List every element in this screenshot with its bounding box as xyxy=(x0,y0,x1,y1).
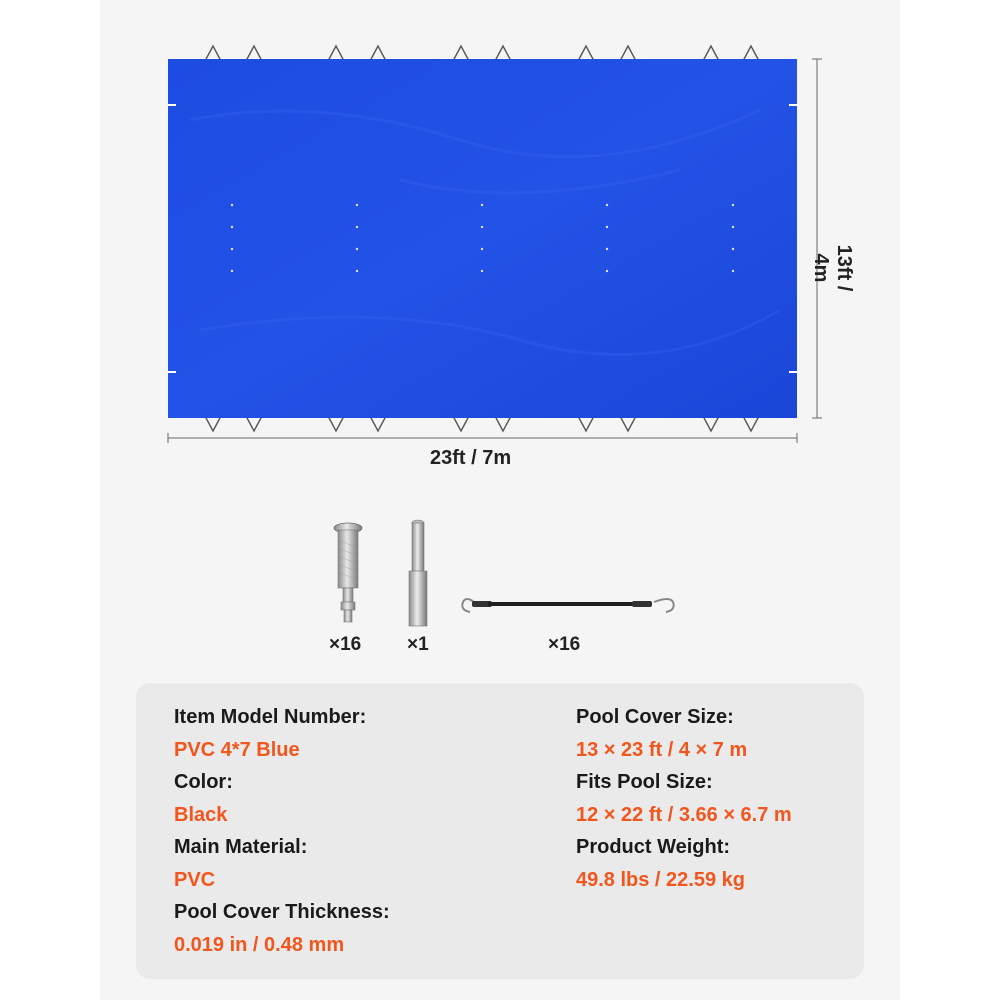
spec-item-model xyxy=(174,701,390,766)
grommets-top xyxy=(205,46,759,61)
spec-value: PVC 4*7 Blue xyxy=(174,738,300,761)
spec-material xyxy=(174,831,390,896)
grommets-bottom xyxy=(205,416,759,431)
spec-column-left xyxy=(174,701,390,961)
anchor-count: ×16 xyxy=(329,634,362,655)
spec-weight xyxy=(576,831,792,896)
spec-label: Pool Cover Thickness: xyxy=(174,901,390,923)
anchor-icon xyxy=(330,520,366,628)
height-label: 13ft / 4m xyxy=(810,244,855,292)
spec-thickness xyxy=(174,896,390,961)
spec-value: 49.8 lbs / 22.59 kg xyxy=(576,868,745,891)
spec-value: 0.019 in / 0.48 mm xyxy=(174,933,345,956)
spec-fits-pool xyxy=(576,766,792,831)
spec-label: Color: xyxy=(174,771,233,793)
spec-label: Main Material: xyxy=(174,836,308,858)
spec-value: Black xyxy=(174,803,228,826)
width-dimension-line xyxy=(168,433,797,443)
spec-panel xyxy=(136,683,864,979)
installation-tool-icon xyxy=(404,518,432,630)
spec-label: Pool Cover Size: xyxy=(576,706,734,728)
spec-value: 13 × 23 ft / 4 × 7 m xyxy=(576,738,748,761)
spec-cover-size xyxy=(576,701,792,766)
spec-color xyxy=(174,766,390,831)
bungee-cord-icon xyxy=(458,590,678,620)
spec-value: 12 × 22 ft / 3.66 × 6.7 m xyxy=(576,803,792,826)
spec-value: PVC xyxy=(174,868,216,891)
bungee-count: ×16 xyxy=(548,634,581,655)
width-label: 23ft / 7m xyxy=(430,447,512,469)
spec-label: Product Weight: xyxy=(576,836,731,858)
spec-label: Item Model Number: xyxy=(174,706,367,728)
spec-label: Fits Pool Size: xyxy=(576,771,713,793)
spec-column-right xyxy=(576,701,792,896)
tool-count: ×1 xyxy=(407,634,429,655)
